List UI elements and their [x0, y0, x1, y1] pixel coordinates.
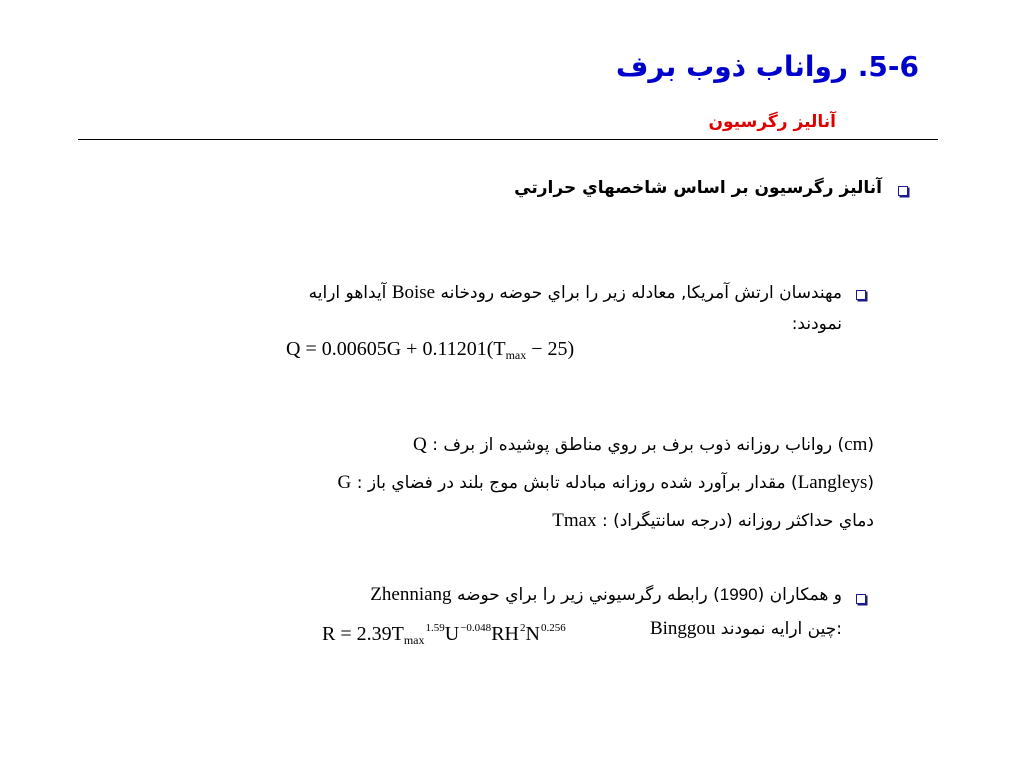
definition-g-unit: Langleys — [797, 472, 868, 493]
definition-g-close: ) — [867, 473, 874, 493]
definition-q-symbol: Q — [413, 434, 427, 455]
square-bullet-icon — [856, 290, 866, 300]
section2-line1-post: آيداهو ارايه — [308, 283, 387, 303]
equation-r-n: N — [525, 623, 540, 645]
section2-line1 — [309, 282, 842, 304]
square-bullet-icon — [856, 594, 866, 604]
definition-q — [413, 434, 874, 456]
definition-q-unit: cm — [844, 434, 868, 455]
equation-q-sub: max — [505, 348, 527, 362]
equation-r-rh: RH — [491, 623, 519, 645]
section1-heading: آناليز رگرسيون بر اساس شاخصهاي حرارتي — [514, 178, 882, 198]
definition-tmax — [552, 510, 874, 532]
equation-r-exp3: 2 — [519, 622, 526, 634]
basin-name-binggou: Binggou — [649, 618, 716, 639]
section2-line1-pre: مهندسان ارتش آمريکا, معادله زير را براي حوضه رودخانه — [440, 283, 842, 303]
title-divider — [78, 139, 938, 140]
equation-r-lhs: R = 2.39T — [322, 623, 404, 645]
equation-r-exp2: −0.048 — [460, 622, 492, 634]
equation-r-sub: max — [403, 633, 425, 647]
section3-line1-text: و همکاران ( — [757, 585, 842, 605]
equation-r-exp1: 1.59 — [425, 622, 445, 634]
publication-year: 1990 — [719, 585, 758, 604]
section3-line1 — [370, 584, 842, 606]
section2-line2: نمودند: — [791, 314, 842, 334]
definition-g-text: : مقدار برآورد شده روزانه مبادله تابش موج بلند در فضاي باز ( — [356, 473, 798, 493]
section3-line2 — [650, 618, 842, 640]
square-bullet-icon — [898, 186, 908, 196]
section3-line1-rest: ) رابطه رگرسيوني زير را براي حوضه — [456, 585, 720, 605]
definition-g-symbol: G — [337, 472, 352, 493]
equation-q-rhs: − 25) — [526, 338, 575, 360]
equation-q-lhs: Q = 0.00605G + 0.11201(T — [286, 338, 506, 360]
slide-title: 5-6. رواناب ذوب برف — [615, 50, 919, 83]
definition-tmax-symbol: Tmax — [552, 510, 597, 531]
section3-line2-text: چين ارايه نمودند: — [720, 619, 842, 639]
definition-g — [338, 472, 874, 494]
equation-r — [322, 622, 566, 648]
slide-subtitle: آناليز رگرسيون — [708, 112, 836, 132]
equation-r-exp4: 0.256 — [540, 622, 566, 634]
definition-q-close: ) — [867, 435, 874, 455]
definition-tmax-text: : دماي حداکثر روزانه (درجه سانتيگراد) — [601, 511, 874, 531]
equation-r-u: U — [444, 623, 460, 645]
basin-name: Boise — [391, 282, 436, 303]
equation-q — [286, 338, 574, 363]
author-name: Zhenniang — [370, 584, 452, 605]
definition-q-text: : رواناب روزانه ذوب برف بر روي مناطق پوشيده از برف ( — [432, 435, 845, 455]
